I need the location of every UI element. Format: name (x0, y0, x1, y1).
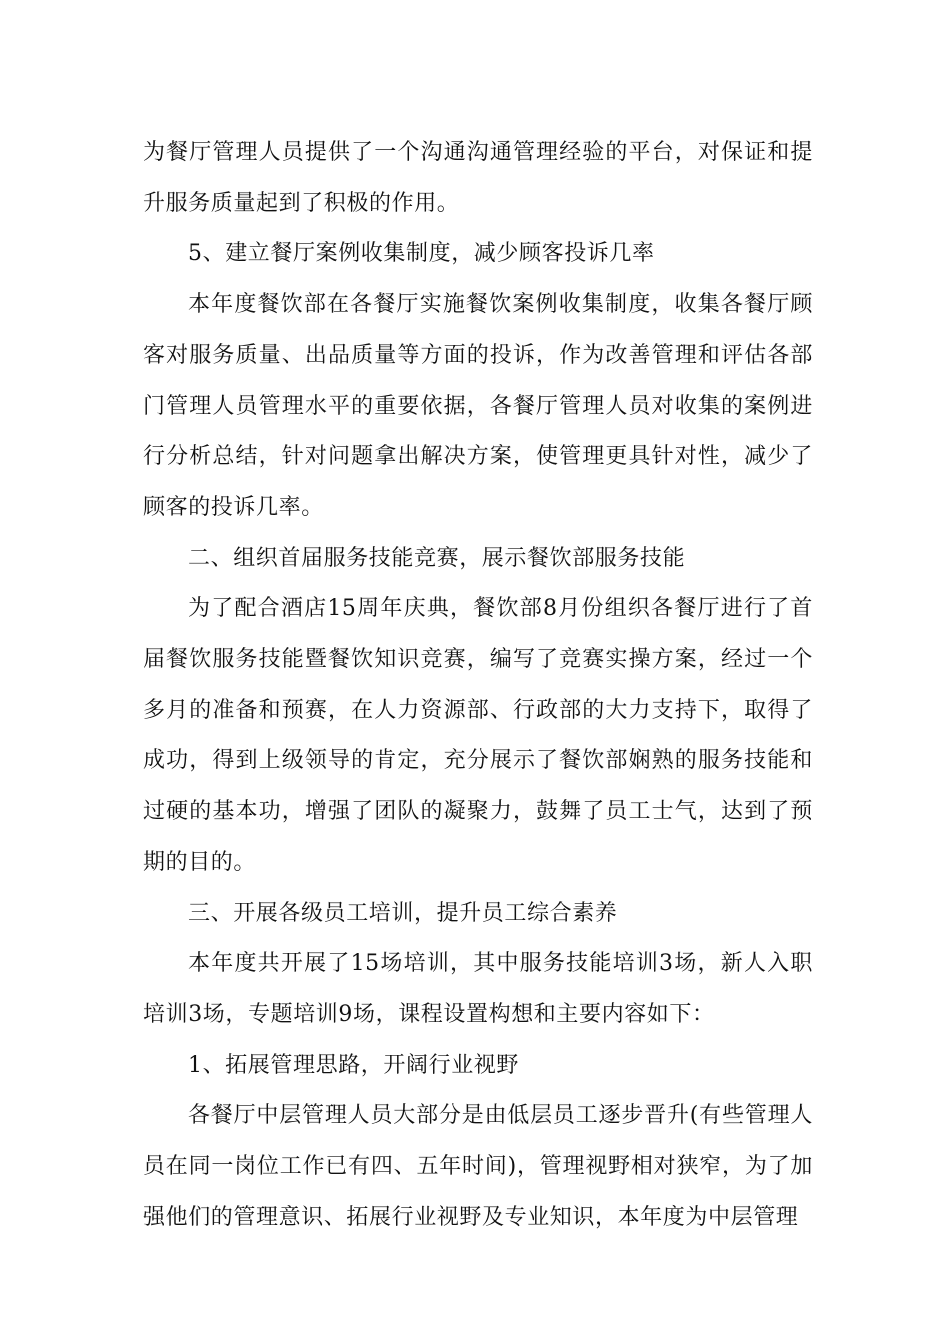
paragraph-case-collection: 本年度餐饮部在各餐厅实施餐饮案例收集制度，收集各餐厅顾客对服务质量、出品质量等方面的投诉，作为改善管理和评估各部门管理人员管理水平的重要依据，各餐厅管理人员对收集的案例进行分析总结，针对问题拿出解决方案，使管理更具针对性，减少了顾客的投诉几率。 (143, 292, 813, 520)
paragraph-continuation: 为餐厅管理人员提供了一个沟通沟通管理经验的平台，对保证和提升服务质量起到了积极的作用。 (143, 140, 813, 216)
heading-management-vision: 1、拓展管理思路，开阔行业视野 (188, 1052, 519, 1078)
heading-skills-competition: 二、组织首届服务技能竞赛，展示餐饮部服务技能 (188, 545, 686, 571)
paragraph-staff-training: 本年度共开展了15场培训，其中服务技能培训3场，新人入职培训3场，专题培训9场，课程设置构想和主要内容如下： (143, 951, 813, 1027)
paragraph-skills-competition: 为了配合酒店15周年庆典，餐饮部8月份组织各餐厅进行了首届餐饮服务技能暨餐饮知识竞赛，编写了竞赛实操方案，经过一个多月的准备和预赛，在人力资源部、行政部的大力支持下，取得了成功，得到上级领导的肯定，充分展示了餐饮部娴熟的服务技能和过硬的基本功，增强了团队的凝聚力，鼓舞了员工士气，达到了预期的目的。 (143, 596, 813, 875)
heading-staff-training: 三、开展各级员工培训，提升员工综合素养 (188, 900, 618, 926)
heading-case-collection: 5、建立餐厅案例收集制度，减少顾客投诉几率 (188, 241, 655, 267)
paragraph-management-vision: 各餐厅中层管理人员大部分是由低层员工逐步晋升(有些管理人员在同一岗位工作已有四、五年时间)，管理视野相对狭窄，为了加强他们的管理意识、拓展行业视野及专业知识，本年度为中层管理 (143, 1103, 813, 1230)
document-body (143, 128, 813, 1243)
